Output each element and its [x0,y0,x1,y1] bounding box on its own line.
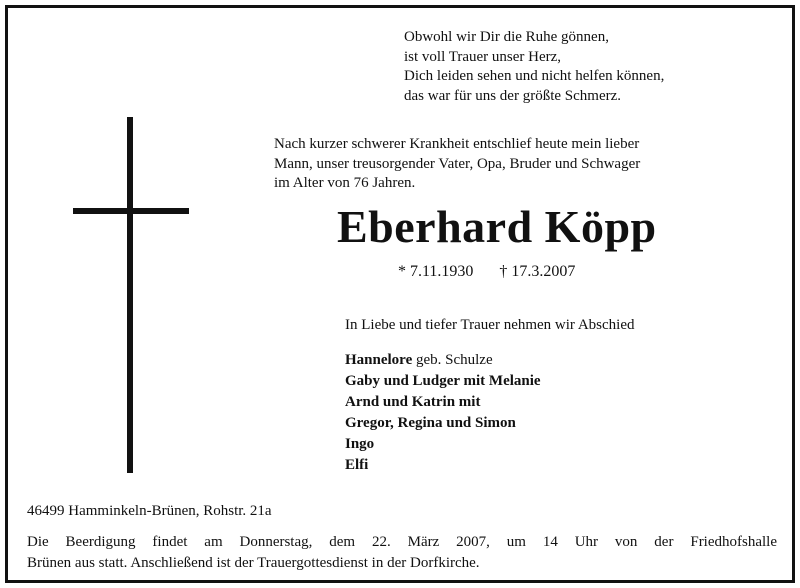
announcement-line: Nach kurzer schwerer Krankheit entschlief heute mein lieber [274,136,640,152]
farewell-line: In Liebe und tiefer Trauer nehmen wir Abschied [345,317,635,333]
family-member: Gregor, Regina und Simon [345,415,516,431]
funeral-notice [27,532,777,574]
family-member: Elfi [345,457,369,473]
cross-vertical-bar [127,117,133,473]
family-member: Gaby und Ludger mit Melanie [345,373,541,389]
poem [404,28,664,106]
poem-line: ist voll Trauer unser Herz, [404,48,562,65]
family-member: Arnd und Katrin mit [345,394,481,410]
address: 46499 Hamminkeln-Brünen, Rohstr. 21a [27,503,272,519]
family-member [345,350,541,371]
death-announcement [274,135,640,194]
obituary-border [5,5,795,583]
poem-line: Dich leiden sehen und nicht helfen können, [404,68,665,84]
poem-line: das war für uns der größte Schmerz. [404,87,622,104]
deceased-name: Eberhard Köpp [337,201,657,252]
announcement-line: im Alter von 76 Jahren. [274,175,416,191]
funeral-line: Die Beerdigung findet am Donnerstag, dem 22. März 2007, um 14 Uhr von der Friedhofshalle [27,534,777,550]
birth-date: * 7.11.1930 [398,263,474,280]
life-dates [398,263,575,281]
spouse-name: Hannelore [345,352,413,368]
family-member: Ingo [345,436,375,452]
funeral-line: Brünen aus statt. Anschließend ist der Trauergottesdienst in der Dorfkirche. [27,555,480,571]
death-date: † 17.3.2007 [499,263,576,280]
poem-line: Obwohl wir Dir die Ruhe gönnen, [404,29,609,45]
spouse-maiden-name: geb. Schulze [412,352,493,368]
cross-horizontal-bar [73,208,189,214]
family-list [345,350,541,476]
announcement-line: Mann, unser treusorgender Vater, Opa, Bruder und Schwager [274,155,641,172]
